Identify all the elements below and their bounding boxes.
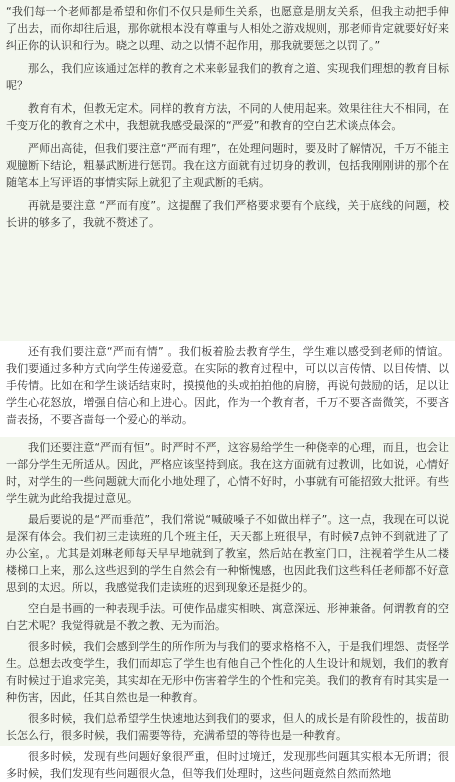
paragraph-waiting: 很多时候，我们总希望学生快速地达到我们的要求，但人的成长是有阶段性的，拔苗助长怎么行，很多时候，我们需要等待，充满希望的等待也是一种教育。 xyxy=(6,712,449,742)
paragraph-affectionate-strictness: 还有我们要注意“严而有情” 。我们板着脸去教育学生，学生难以感受到老师的情谊。我们要通过多种方式向学生传递爱意。在实际的教育过程中，可以以言传情、以目传情、以手传情。比如在和学生谈话结束时，摸摸他的头或拍拍他的肩膀，再说句鼓励的话，足以让学生心花怒放，增强自信心和上进心。因此，作为一个教育者，千万不要吝啬微笑，不要吝啬表扬，不要吝啬每一个爱心的举动。 xyxy=(6,345,449,426)
paragraph-exemplary-strictness: 最后要说的是“严而垂范”，我们常说“喊破嗓子不如做出样子”。这一点，我现在可以说是深有体会。我们初三走读班的几个班主任，天天都上班很早，有时候7点钟不到就进了了办公室，。尤其是刘琳老师每天早早地就到了教室，然后站在教室门口，注视着学生从二楼楼梯口上来，那么这些迟到的学生自然会有一种惭愧感，也因此我们这些科任老师都不好意思到的太迟。所以，我感觉我们走读班的迟到现象还是挺少的。 xyxy=(6,513,449,594)
text-band-bottom xyxy=(0,437,455,780)
paragraph-question: 那么，我们应该通过怎样的教育之术来彰显我们的教育之道、实现我们理想的教育目标呢？ xyxy=(6,62,449,92)
text-band-top xyxy=(0,0,455,341)
text-band-middle xyxy=(0,341,455,437)
paragraph-problems: 很多时候，发现有些问题好象很严重，但时过境迁，发现那些问题其实根本无所谓；很多时候，我们发现有些问题很火急，但等我们处理时，这些问题竟然自然而然地 xyxy=(6,750,449,780)
paragraph-method: 教育有术，但教无定术。同样的教育方法，不同的人使用起来。效果往往大不相同，在千变万化的教育之术中，我想就我感受最深的“严爱”和教育的空白艺术谈点体会。 xyxy=(6,102,449,132)
paragraph-moderate-strictness: 再就是要注意 “严而有度”。这提醒了我们严格要求要有个底线，关于底线的问题，校长讲的够多了，我就不赘述了。 xyxy=(6,199,449,229)
paragraph-consistent-strictness: 我们还要注意“严而有恒”。时严时不严，这容易给学生一种侥幸的心理，而且，也会让一部分学生无所适从。因此，严格应该坚持到底。我在这方面就有过教训，比如说，心情好时，对学生的一些问题就大而化小地处理了，心情不好时，小事就有可能招致大批评。有些学生就为此给我提过意见。 xyxy=(6,441,449,505)
paragraph-individuality: 很多时候，我们会感到学生的所作所为与我们的要求格格不入，于是我们埋怨、责怪学生。总想去改变学生，我们而却忘了学生也有他自己个性化的人生设计和规划，我们的教育有时候过于追求完美，其实却在无形中伤害着学生的个性和完美。我们的教育有时其实是一种伤害，因此，任其自然也是一种教育。 xyxy=(6,640,449,704)
paragraph-reasonable-strictness: 严师出高徒，但我们要注意“严而有理”，在处理问题时，要及时了解情况，千万不能主观臆断下结论，粗暴武断进行惩罚。我在这方面就有过切身的教训，包括我刚刚讲的那个在随笔本上写评语的事情实际上就犯了主观武断的毛病。 xyxy=(6,142,449,189)
paragraph-quote: “我们每一个老师都是希望和你们不仅只是师生关系，也愿意是朋友关系，但我主动把手伸了出去，而你却往后退，那你就根本没有尊重与人相处之游戏规则，那老师肯定就要好好来纠正你的认识和行为。晓之以理、动之以情不起作用，那我就要惩之以罚了。” xyxy=(6,5,449,52)
paragraph-blank-art: 空白是书画的一种表现手法。可使作品虚实相映、寓意深远、形神兼备。何谓教育的空白艺术呢？我觉得就是不教之教、无为而治。 xyxy=(6,602,449,632)
